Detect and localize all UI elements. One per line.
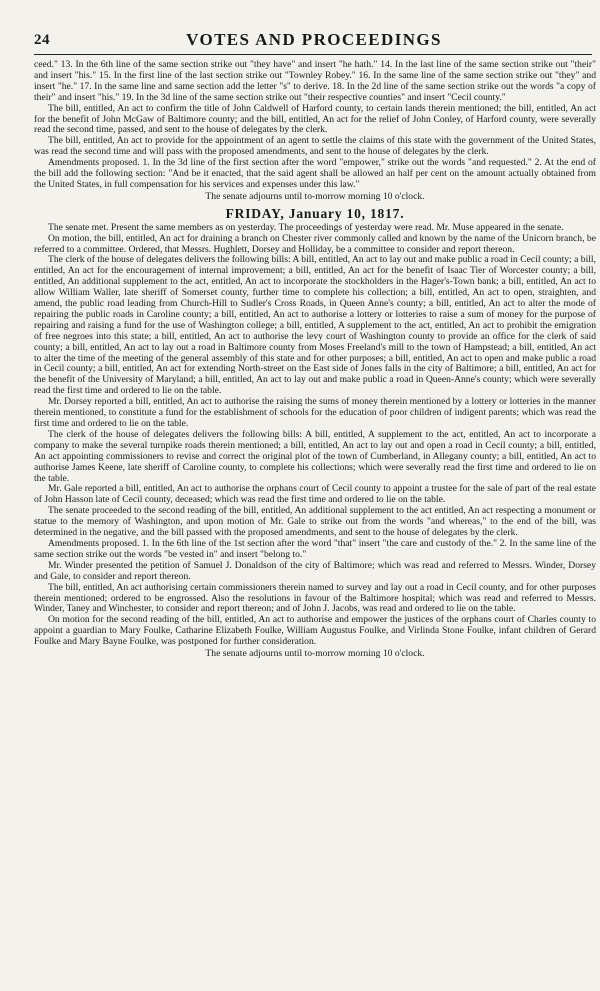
running-head xyxy=(34,30,594,50)
paragraph: The clerk of the house of delegates delivers the following bills: A bill, entitled, A supplement to the act, entitled, An act to incorporate a company to make the several turnpike roads therein mentioned; a bill, entitled, An act to lay out and open a road in Cecil county; a bill, entitled, An act appointing commissioners to revise and correct the original plot of the town of Cumberland, in Allegany county; a bill, entitled, An act to authorise James Keene, late sheriff of Caroline county, to complete his collections; which were severally read the first time and ordered to lie on the table. xyxy=(34,428,596,484)
paragraph: Amendments proposed. 1. In the 6th line of the 1st section after the word "that" insert "the care and custody of the." 2. In the same line of the same section strike out the words "be vested in" and insert "belong to." xyxy=(34,537,596,560)
paragraph: Mr. Dorsey reported a bill, entitled, An act to authorise the raising the sums of money therein mentioned by a lottery or lotteries in the manner therein mentioned, to constitute a fund for the establishment of schools for the education of poor children of indigent parents; which was read the first time and ordered to lie on the table. xyxy=(34,396,596,429)
paragraph: Amendments proposed. 1. In the 3d line of the first section after the word "empower," strike out the words "and requested." 2. At the end of the bill add the following section: "And be it enacted, that the said agent shall be allowed an half per cent on the amount actually obtained from the United States, in full compensation for his services and expenses under this law." xyxy=(34,157,596,190)
header-rule xyxy=(34,54,592,55)
paragraph: ceed." 13. In the 6th line of the same section strike out "they have" and insert "he hath." 14. In the last line of the same section strike out "their" and insert "his." 15. In the first line of the last section strike out "Townley Robey." 16. In the same line of the same section strike out "they" and insert "he." 17. In the same line and same section add the letter "s" to derive. 18. In the 2d line of the same section strike out the words "a copy of their" and insert "his." 19. In the 3d line of the same section strike out "their respective counties" and insert "Cecil county." xyxy=(34,59,596,103)
paragraph: The senate met. Present the same members as on yesterday. The proceedings of yesterday were read. Mr. Muse appeared in the senate. xyxy=(48,221,564,233)
adjournment-line: The senate adjourns until to-morrow morning 10 o'clock. xyxy=(205,648,425,660)
page-number: 24 xyxy=(34,32,50,48)
paragraph: On motion for the second reading of the bill, entitled, An act to authorise and empower the justices of the orphans court of Charles county to appoint a guardian to Mary Foulke, Catharine Elizabeth Foulke, William Augustus Foulke, and Virlinda Stone Foulke, infant children of Gerard Foulke and Mary Bayne Foulke, was postponed for further consideration. xyxy=(34,614,596,648)
paragraph: The bill, entitled, An act authorising certain commissioners therein named to survey and lay out a road in Cecil county, and for other purposes therein mentioned; ordered to be engrossed. Also the resolutions in favour of the Baltimore hospital; which was read and referred to Messrs. Winder, Taney and Winchester, to consider and report thereon; and of John J. Jacobs, was read and ordered to lie on the table. xyxy=(34,581,596,615)
paragraph: The clerk of the house of delegates delivers the following bills: A bill, entitled, An act to lay out and make public a road in Cecil county; a bill, entitled, An act for the encouragement of internal improvement; a bill, entitled, An act for the benefit of Isaac Tier of Worcester county; a bill, entitled, An additional supplement to the act, entitled, An act to incorporate the stockholders in the Hager's-Town bank; a bill, entitled, An act to allow William Waller, late sheriff of Somerset county, further time to complete his collection; a bill, entitled, An act to open, straighten, and amend, the public road leading from Church-Hill to Sudler's Cross Roads, in Queen Anne's county; a bill, entitled, An act to alter the mode of repairing the public roads in Caroline county; a bill, entitled, An act to authorise a lottery or lotteries to raise a sum of money for the purpose of repairing and raising a fund for the use of Washington college; a bill, entitled, A supplement to the act, entitled, An act to prohibit the emigration of free negroes into this state; a bill, entitled, An act to authorise the levy court of Washington county to provide an office for the clerk of said county; a bill, entitled, An act to lay out a road in Baltimore county from Moses Freeland's mill to the town of Hampstead; a bill, entitled, An act to alter the time of the meeting of the general assembly of this state and for other purposes; a bill, entitled, An act to open and make public a road in Cecil county; a bill, entitled, An act for extending North-street on the East side of Jones falls in the city of Baltimore; a bill, entitled, An act for the benefit of the University of Maryland; a bill, entitled, An act to lay out and make public a road in Queen-Anne's county; which were severally read the first time and ordered to lie on the table. xyxy=(34,254,596,397)
paragraph: Mr. Winder presented the petition of Samuel J. Donaldson of the city of Baltimore; which was read and referred to Messrs. Winder, Dorsey and Gale, to consider and report thereon. xyxy=(34,559,596,582)
header-title: VOTES AND PROCEEDINGS xyxy=(186,30,442,49)
document-body xyxy=(34,60,596,662)
day-heading: FRIDAY, January 10, 1817. xyxy=(225,205,405,221)
paragraph: The bill, entitled, An act to provide for the appointment of an agent to settle the claims of this state with the government of the United States, was read the second time and will pass with the proposed amendments, and sent to the house of delegates by the clerk. xyxy=(34,135,596,158)
paragraph: The senate proceeded to the second reading of the bill, entitled, An additional supplement to the act entitled, An act respecting a monument or statue to the memory of Washington, and upon motion of Mr. Gale to strike out from the words "and whereas," to the end of the bill, was determined in the negative, and the bill passed with the proposed amendments, and sent to the house of delegates by the clerk. xyxy=(34,505,596,539)
paragraph: On motion, the bill, entitled, An act for draining a branch on Chester river commonly called and known by the name of the Unicorn branch, be referred to a committee. Ordered, that Messrs. Hughlett, Dorsey and Holliday, be a committee to consider and report thereon. xyxy=(34,232,596,255)
adjournment-line: The senate adjourns until to-morrow morning 10 o'clock. xyxy=(205,190,425,202)
paragraph: Mr. Gale reported a bill, entitled, An act to authorise the orphans court of Cecil county to appoint a trustee for the sale of part of the real estate of John Hasson late of Cecil county, deceased; which was read the first time and ordered to lie on the table. xyxy=(34,483,596,506)
paragraph: The bill, entitled, An act to confirm the title of John Caldwell of Harford county, to certain lands therein mentioned; the bill, entitled, An act for the benefit of John McGaw of Baltimore county; and the bill, entitled, An act for the relief of John Conley, of Harford county, were severally read the second time, passed, and sent to the house of delegates by the clerk. xyxy=(34,102,596,136)
